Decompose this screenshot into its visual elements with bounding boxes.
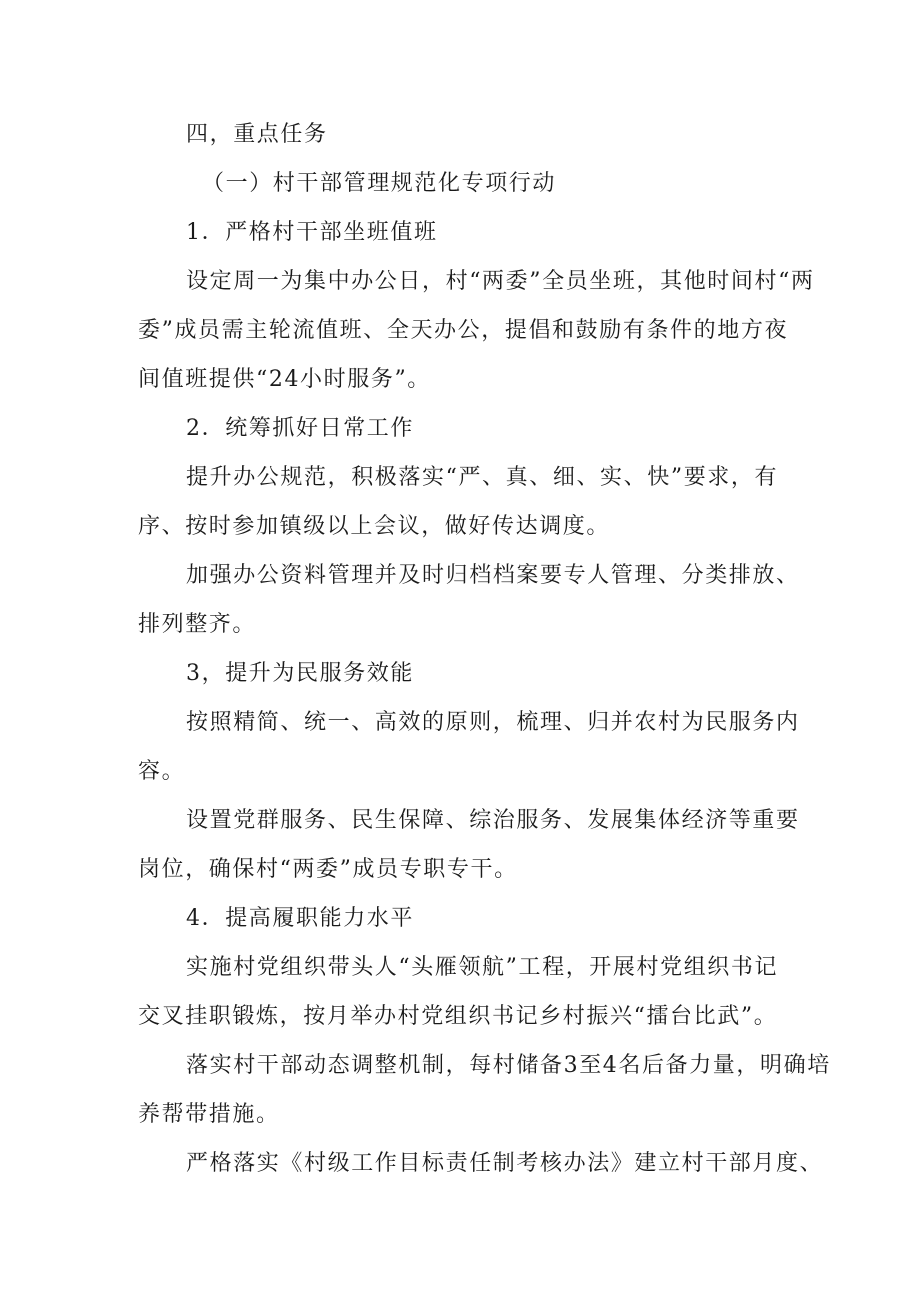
paragraph-line: 加强办公资料管理并及时归档档案要专人管理、分类排放、: [186, 563, 800, 588]
item-heading: 4．提高履职能力水平: [186, 906, 414, 931]
document-body: [138, 110, 831, 1188]
paragraph-line: 养帮带措施。: [138, 1102, 280, 1127]
item-heading: 3，提升为民服务效能: [186, 661, 414, 686]
paragraph-line: 严格落实《村级工作目标责任制考核办法》建立村干部月度、: [186, 1151, 824, 1176]
paragraph-line: 间值班提供“24小时服务”。: [138, 367, 431, 392]
paragraph-line: 排列整齐。: [138, 612, 257, 637]
paragraph-line: 岗位，确保村“两委”成员专职专干。: [138, 857, 518, 882]
paragraph-line: 容。: [138, 759, 186, 784]
paragraph-line: 落实村干部动态调整机制，每村储备3至4名后备力量，明确培: [186, 1053, 831, 1078]
paragraph-line: 设定周一为集中办公日，村“两委”全员坐班，其他时间村“两: [186, 269, 815, 294]
paragraph-line: 交叉挂职锻炼，按月举办村党组织书记乡村振兴“擂台比武”。: [138, 1004, 778, 1029]
paragraph-line: 按照精简、统一、高效的原则，梳理、归并农村为民服务内: [186, 710, 800, 735]
item-heading: 2．统筹抓好日常工作: [186, 416, 414, 441]
paragraph-line: 提升办公规范，积极落实“严、真、细、实、快”要求，有: [186, 465, 779, 490]
paragraph-line: 序、按时参加镇级以上会议，做好传达调度。: [138, 514, 611, 539]
paragraph-line: 实施村党组织带头人“头雁领航”工程，开展村党组织书记: [186, 955, 779, 980]
section-heading: 四，重点任务: [186, 122, 328, 147]
item-heading: 1．严格村干部坐班值班: [186, 220, 438, 245]
subsection-heading: （一）村干部管理规范化专项行动: [202, 171, 557, 196]
paragraph-line: 设置党群服务、民生保障、综治服务、发展集体经济等重要: [186, 808, 800, 833]
paragraph-line: 委”成员需主轮流值班、全天办公，提倡和鼓励有条件的地方夜: [138, 318, 789, 343]
